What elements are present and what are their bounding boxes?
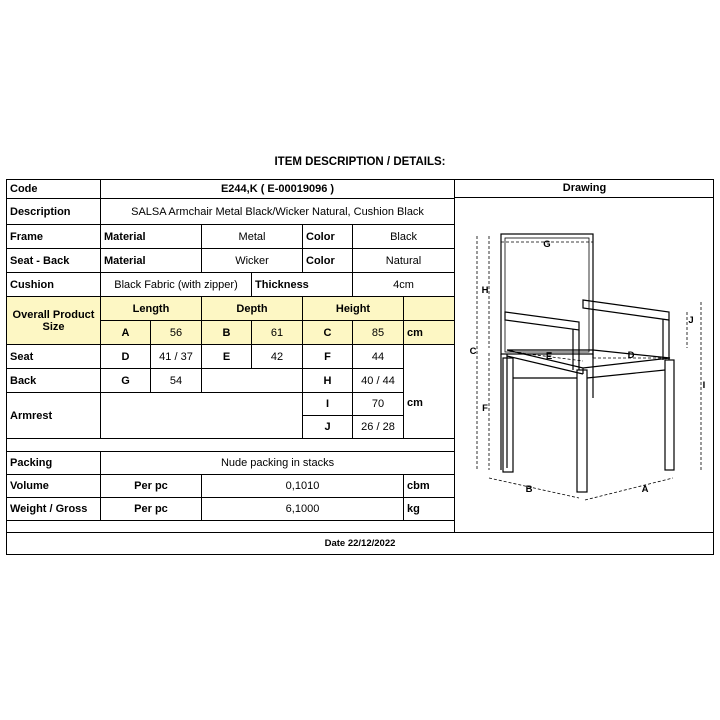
seat-label: Seat — [7, 345, 101, 369]
dim-g-value: 54 — [151, 369, 202, 393]
seat-back-material-label: Material — [101, 249, 202, 273]
weight-value: 6,1000 — [202, 498, 404, 521]
frame-material-value: Metal — [202, 225, 303, 249]
seat-surface — [507, 350, 670, 368]
letter-i: I — [702, 380, 706, 391]
cushion-label: Cushion — [7, 273, 101, 297]
dimension-line-a — [585, 478, 673, 500]
letter-d: D — [627, 350, 635, 361]
volume-per: Per pc — [101, 475, 202, 498]
dim-d-value: 41 / 37 — [151, 345, 202, 369]
front-left-leg — [503, 358, 513, 472]
front-right-leg — [577, 370, 587, 492]
right-armrest — [583, 300, 669, 320]
seat-back-material-value: Wicker — [202, 249, 303, 273]
back-armrest-unit: cm — [404, 369, 455, 439]
packing-label: Packing — [7, 452, 101, 475]
dim-c-label: C — [303, 321, 353, 345]
weight-per: Per pc — [101, 498, 202, 521]
spacer-row — [7, 439, 455, 452]
dim-a-value: 56 — [151, 321, 202, 345]
description-label: Description — [7, 199, 101, 225]
dim-g-label: G — [101, 369, 151, 393]
seat-blank-cell — [404, 345, 455, 369]
dim-i-value: 70 — [353, 393, 404, 416]
letter-c: C — [469, 346, 477, 357]
weight-unit: kg — [404, 498, 455, 521]
dim-d-label: D — [101, 345, 151, 369]
letter-f: F — [482, 403, 488, 414]
armrest-label: Armrest — [7, 393, 101, 439]
volume-value: 0,1010 — [202, 475, 404, 498]
letter-e: E — [545, 351, 553, 362]
cushion-thickness-label: Thickness — [252, 273, 353, 297]
packing-value: Nude packing in stacks — [101, 452, 455, 475]
overall-unit: cm — [404, 321, 455, 345]
cushion-thickness-value: 4cm — [353, 273, 455, 297]
seat-back-color-label: Color — [303, 249, 353, 273]
backrest-inner — [505, 238, 589, 352]
dim-i-label: I — [303, 393, 353, 416]
letter-g: G — [543, 239, 551, 250]
overall-size-label — [7, 297, 101, 345]
dim-a-label: A — [101, 321, 151, 345]
weight-label: Weight / Gross — [7, 498, 101, 521]
seat-back-color-value: Natural — [353, 249, 455, 273]
back-label: Back — [7, 369, 101, 393]
frame-label: Frame — [7, 225, 101, 249]
code-value: E244,K ( E-00019096 ) — [101, 180, 455, 199]
yellow-blank-cell — [404, 297, 455, 321]
dim-c-value: 85 — [353, 321, 404, 345]
frame-material-label: Material — [101, 225, 202, 249]
dim-j-value: 26 / 28 — [353, 416, 404, 439]
dim-e-value: 42 — [252, 345, 303, 369]
dim-f-label: F — [303, 345, 353, 369]
frame-color-value: Black — [353, 225, 455, 249]
left-armrest — [505, 312, 579, 330]
page-title: ITEM DESCRIPTION / DETAILS: — [274, 156, 446, 168]
dim-f-value: 44 — [353, 345, 404, 369]
dim-h-label: H — [303, 369, 353, 393]
spec-table — [6, 179, 455, 521]
date-footer: Date 22/12/2022 — [6, 532, 714, 555]
dim-b-label: B — [202, 321, 252, 345]
letter-h: H — [481, 285, 489, 296]
description-value: SALSA Armchair Metal Black/Wicker Natural, Cushion Black — [101, 199, 455, 225]
overall-size-label-line1: Overall Product — [12, 308, 95, 321]
height-header: Height — [303, 297, 404, 321]
code-label: Code — [7, 180, 101, 199]
volume-unit: cbm — [404, 475, 455, 498]
letter-j: J — [688, 315, 694, 326]
armrest-blank-cell — [101, 393, 303, 439]
dim-b-value: 61 — [252, 321, 303, 345]
length-header: Length — [101, 297, 202, 321]
dim-h-value: 40 / 44 — [353, 369, 404, 393]
drawing-header: Drawing — [454, 179, 714, 198]
letter-a: A — [641, 484, 649, 495]
overall-size-label-line2: Size — [42, 320, 65, 333]
seat-back-label: Seat - Back — [7, 249, 101, 273]
back-right-leg — [665, 360, 674, 470]
depth-header: Depth — [202, 297, 303, 321]
dim-e-label: E — [202, 345, 252, 369]
frame-color-label: Color — [303, 225, 353, 249]
back-blank-cell — [202, 369, 303, 393]
dimension-line-b — [489, 478, 579, 498]
armchair-drawing — [455, 198, 715, 532]
dim-j-label: J — [303, 416, 353, 439]
volume-label: Volume — [7, 475, 101, 498]
cushion-value: Black Fabric (with zipper) — [101, 273, 252, 297]
drawing-panel — [454, 198, 714, 532]
letter-b: B — [525, 484, 533, 495]
